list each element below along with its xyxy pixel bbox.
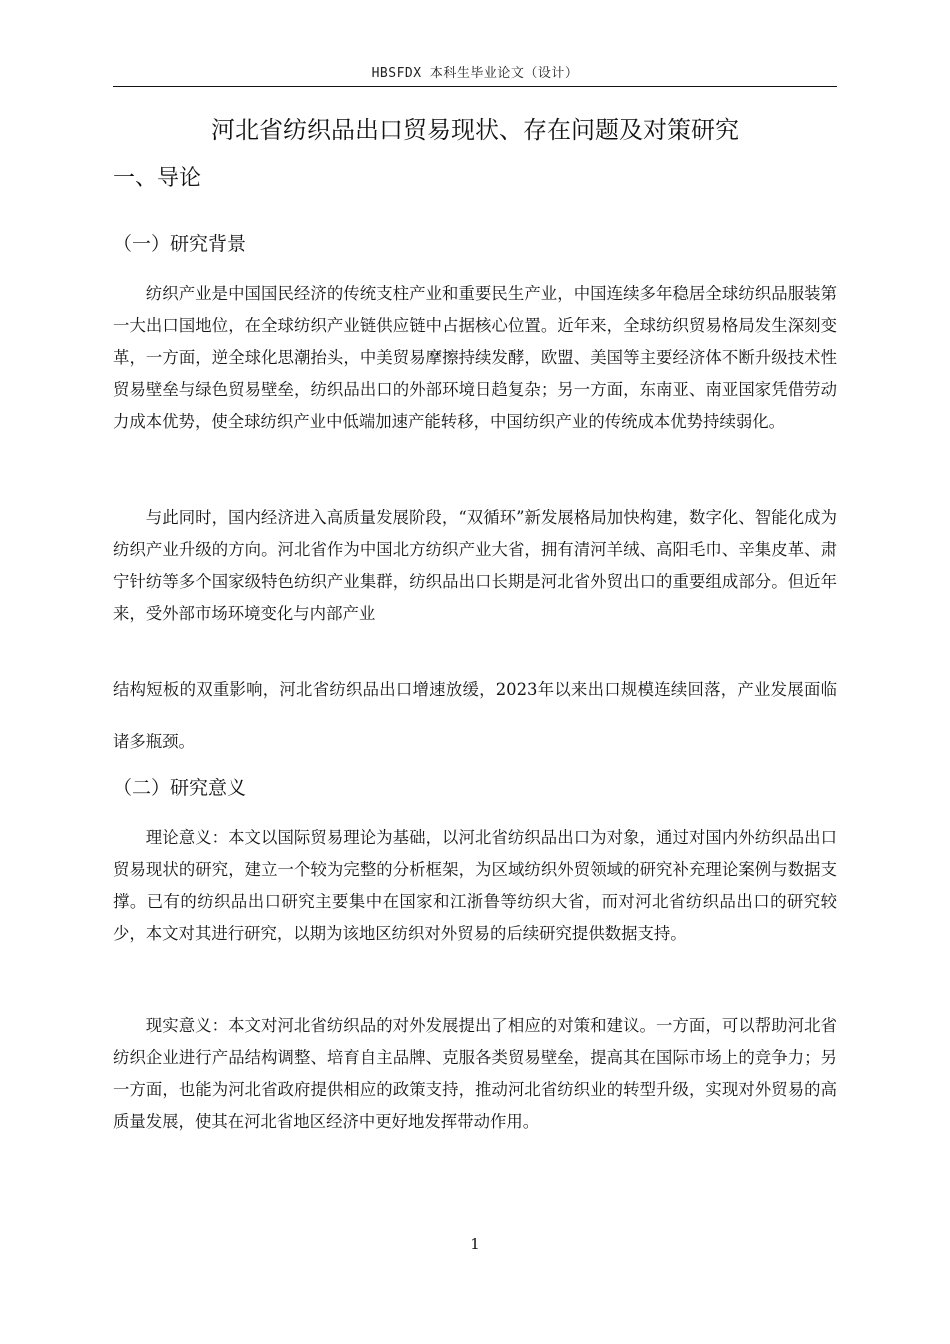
- running-header: HBSFDX 本科生毕业论文（设计）: [371, 66, 579, 81]
- header-divider: [113, 86, 837, 87]
- paragraph-background-1: 纺织产业是中国国民经济的传统支柱产业和重要民生产业，中国连续多年稳居全球纺织品服装第一大出口国地位，在全球纺织产业链供应链中占据核心位置。近年来，全球纺织贸易格局发生深刻变革，一方面，逆全球化思潮抬头，中美贸易摩擦持续发酵，欧盟、美国等主要经济体不断升级技术性贸易壁垒与绿色贸易壁垒，纺织品出口的外部环境日趋复杂；另一方面，东南亚、南亚国家凭借劳动力成本优势，使全球纺织产业中低端加速产能转移，中国纺织产业的传统成本优势持续弱化。: [113, 284, 837, 431]
- paragraph-background-2: 与此同时，国内经济进入高质量发展阶段，“双循环”新发展格局加快构建，数字化、智能化成为纺织产业升级的方向。河北省作为中国北方纺织产业大省，拥有清河羊绒、高阳毛巾、辛集皮革、肃宁针纺等多个国家级特色纺织产业集群，纺织品出口长期是河北省外贸出口的重要组成部分。但近年来，受外部市场环境变化与内部产业: [113, 508, 837, 623]
- subsection-heading-research-significance: （二）研究意义: [113, 777, 247, 799]
- paragraph-practical-significance: 现实意义：本文对河北省纺织品的对外发展提出了相应的对策和建议。一方面，可以帮助河北省纺织企业进行产品结构调整、培育自主品牌、克服各类贸易壁垒，提高其在国际市场上的竞争力；另一方面，也能为河北省政府提供相应的政策支持，推动河北省纺织业的转型升级，实现对外贸易的高质量发展，使其在河北省地区经济中更好地发挥带动作用。: [113, 1016, 837, 1131]
- document-title: 河北省纺织品出口贸易现状、存在问题及对策研究: [211, 116, 739, 144]
- section-heading-introduction: 一、导论: [113, 166, 202, 191]
- subsection-heading-research-background: （一）研究背景: [113, 233, 247, 255]
- page-number: 1: [470, 1235, 480, 1253]
- paragraph-background-2-continued: 结构短板的双重影响，河北省纺织品出口增速放缓，2023年以来出口规模连续回落，产业发展面临诸多瓶颈。: [113, 680, 837, 751]
- paragraph-theoretical-significance: 理论意义：本文以国际贸易理论为基础，以河北省纺织品出口为对象，通过对国内外纺织品出口贸易现状的研究，建立一个较为完整的分析框架，为区域纺织外贸领域的研究补充理论案例与数据支撑。已有的纺织品出口研究主要集中在国家和江浙鲁等纺织大省，而对河北省纺织品出口的研究较少，本文对其进行研究，以期为该地区纺织对外贸易的后续研究提供数据支持。: [113, 828, 837, 943]
